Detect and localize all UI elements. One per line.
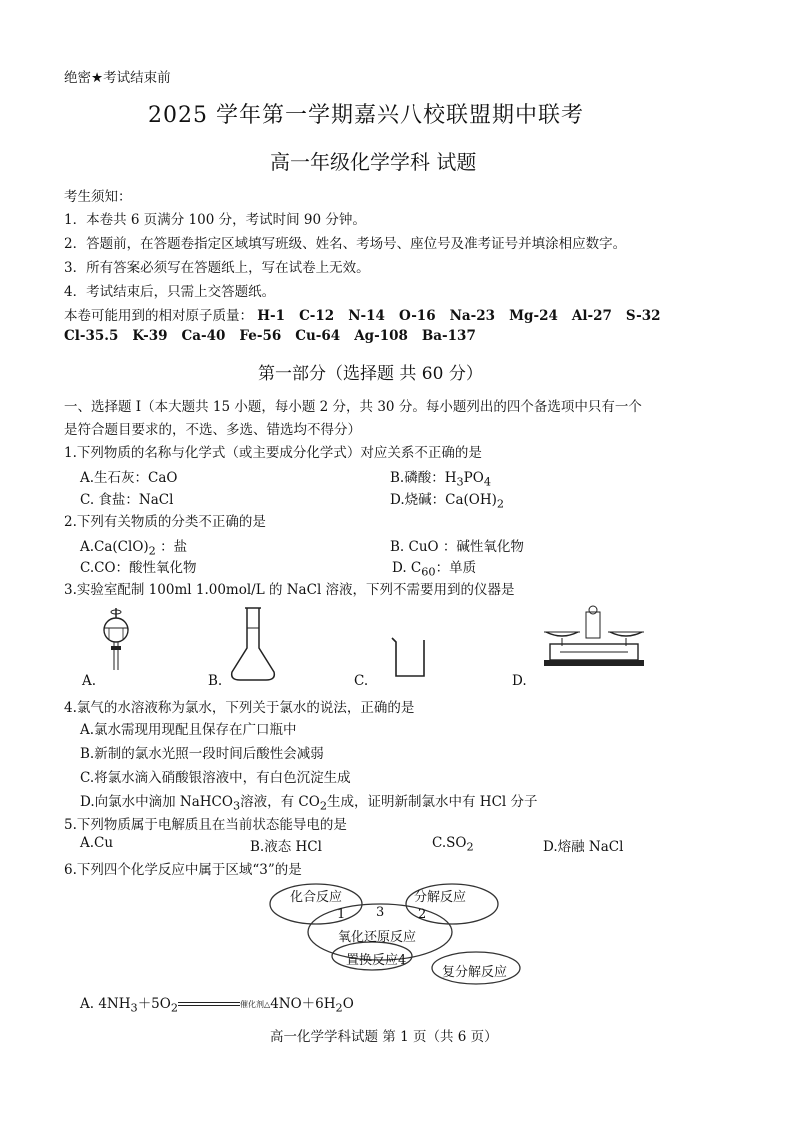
- q4-stem: 4.氯气的水溶液称为氯水，下列关于氯水的说法，正确的是: [64, 700, 415, 716]
- separatory-funnel-icon: [96, 606, 136, 674]
- part1-intro-line1: 一、选择题 I（本大题共 15 小题，每小题 2 分，共 30 分。每小题列出的四个备选项中只有一个: [64, 399, 642, 415]
- q5-stem: 5.下列物质属于电解质且在当前状态能导电的是: [64, 817, 347, 833]
- atomic-mass-item: H-1: [257, 308, 286, 324]
- notice-item-4: 4．考试结束后，只需上交答题纸。: [64, 284, 276, 300]
- exam-subtitle: 高一年级化学学科 试题: [270, 150, 477, 174]
- q1-option-c: C. 食盐：NaCl: [80, 492, 174, 508]
- q5-option-c: $C.SO_2$: [432, 835, 474, 854]
- q2-option-a: $A.Ca(ClO)_2$ ：盐: [80, 539, 188, 558]
- q5-option-a: A.Cu: [80, 835, 114, 851]
- q2-option-b: B. CuO ：碱性氧化物: [390, 539, 524, 555]
- diagram-combination-label: 化合反应: [290, 890, 343, 905]
- diagram-decomposition-label: 分解反应: [414, 890, 467, 905]
- atomic-mass-item: Cu-64: [295, 328, 341, 344]
- atomic-mass-item: Ca-40: [181, 328, 226, 344]
- q4-option-a: A.氯水需现用现配且保存在广口瓶中: [80, 722, 297, 738]
- q3-option-c-label: C.: [354, 673, 369, 689]
- q6-stem: 6.下列四个化学反应中属于区域“3”的是: [64, 862, 302, 878]
- balance-scale-icon: [540, 604, 650, 670]
- q3-option-b-label: B.: [208, 673, 223, 689]
- q3-stem: 3.实验室配制 100ml 1.00mol/L 的 NaCl 溶液，下列不需要用到的仪器是: [64, 582, 515, 598]
- q4-option-d: D.向氯水中滴加 NaHCO$_3$溶液，有 $CO_2$生成，证明新制氯水中有 HCl 分子: [80, 794, 538, 813]
- q5-option-d: D.熔融 NaCl: [543, 839, 624, 855]
- notice-item-1: 1．本卷共 6 页满分 100 分，考试时间 90 分钟。: [64, 212, 366, 228]
- diagram-displacement-label: 置换反应4: [346, 953, 407, 968]
- q1-stem: 1.下列物质的名称与化学式（或主要成分化学式）对应关系不正确的是: [64, 445, 482, 461]
- atomic-mass-item: Ba-137: [421, 328, 476, 344]
- notice-heading: 考生须知：: [64, 189, 132, 205]
- diagram-region-2: 2: [418, 907, 427, 922]
- diagram-region-3: 3: [376, 905, 385, 920]
- exam-title: 2025 学年第一学期嘉兴八校联盟期中联考: [148, 103, 584, 128]
- q2-stem: 2.下列有关物质的分类不正确的是: [64, 514, 266, 530]
- q4-option-b: B.新制的氯水光照一段时间后酸性会减弱: [80, 746, 324, 762]
- page-footer: 高一化学学科试题 第 1 页（共 6 页）: [270, 1029, 498, 1045]
- q6-option-a: A. $4NH_3+5O_2$ 催化剂$\triangle 4NO+6H_2O$: [80, 996, 354, 1015]
- atomic-mass-item: Fe-56: [239, 328, 282, 344]
- volumetric-flask-icon: [228, 606, 278, 684]
- q1-option-d: D.烧碱：$Ca(OH)_2$: [390, 492, 505, 511]
- atomic-mass-item: K-39: [132, 328, 168, 344]
- diagram-region-1: 1: [337, 907, 346, 922]
- diagram-redox-label: 氧化还原反应: [338, 930, 417, 945]
- q1-option-b: B.磷酸：$H_3PO_4$: [390, 470, 491, 489]
- q4-option-c: C.将氯水滴入硝酸银溶液中，有白色沉淀生成: [80, 770, 351, 786]
- q2-option-c: C.CO：酸性氧化物: [80, 560, 197, 576]
- q3-option-a-label: A.: [82, 673, 97, 689]
- atomic-mass-item: O-16: [398, 308, 436, 324]
- atomic-mass-item: Mg-24: [509, 308, 558, 324]
- atomic-mass-row-1: [64, 304, 675, 324]
- reaction-arrow: [178, 999, 240, 1011]
- q1-option-a: A.生石灰：CaO: [80, 470, 178, 486]
- atomic-mass-item: Ag-108: [354, 328, 408, 344]
- atomic-mass-row-2: [64, 328, 490, 344]
- notice-item-2: 2．答题前，在答题卷指定区域填写班级、姓名、考场号、座位号及准考证号并填涂相应数字。: [64, 236, 627, 252]
- atomic-mass-item: Na-23: [449, 308, 496, 324]
- q5-option-b: B.液态 HCl: [250, 839, 322, 855]
- beaker-icon: [388, 634, 430, 680]
- q3-option-d-label: D.: [512, 673, 527, 689]
- atomic-mass-item: N-14: [348, 308, 385, 324]
- q2-option-d: D. $C_{60}$：单质: [392, 560, 477, 579]
- confidential-label: 绝密★考试结束前: [64, 70, 171, 86]
- atomic-mass-item: S-32: [625, 308, 661, 324]
- atomic-mass-item: C-12: [299, 308, 335, 324]
- atomic-mass-item: Al-27: [571, 308, 612, 324]
- diagram-double-displacement-label: 复分解反应: [442, 965, 508, 980]
- atomic-mass-item: Cl-35.5: [64, 328, 119, 344]
- part1-heading: 第一部分（选择题 共 60 分）: [258, 364, 483, 384]
- part1-intro-line2: 是符合题目要求的，不选、多选、错选均不得分）: [64, 422, 361, 438]
- atomic-mass-intro: 本卷可能用到的相对原子质量：: [64, 308, 253, 324]
- notice-item-3: 3．所有答案必须写在答题纸上，写在试卷上无效。: [64, 260, 370, 276]
